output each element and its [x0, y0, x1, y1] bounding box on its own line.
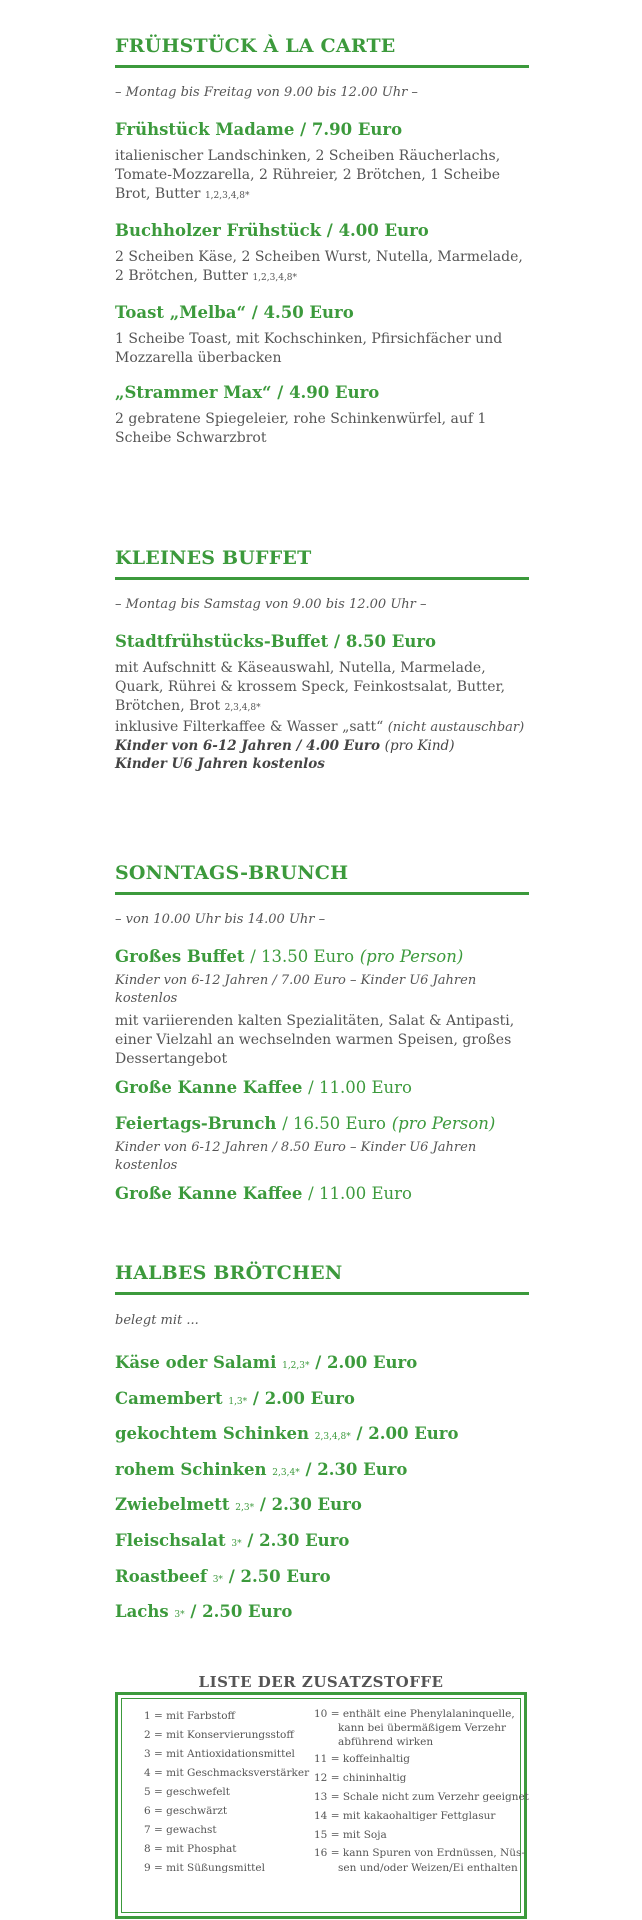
kids-free: Kinder U6 Jahren kostenlos [115, 756, 325, 772]
item-description: 1 Scheibe Toast, mit Kochschinken, Pfirsichfächer und Mozzarella überbacken [115, 331, 503, 366]
kids-price: Kinder von 6-12 Jahren / 8.50 Euro – Kinder U6 Jahren kostenlos [115, 1140, 477, 1173]
drink-info: inklusive Filterkaffee & Wasser „satt“ (nicht austauschbar) [115, 719, 525, 735]
additive-entry: 11 = koffeinhaltig [314, 1753, 410, 1765]
additive-entry: 13 = Schale nicht zum Verzehr geeignet [314, 1791, 529, 1803]
additive-entry: 16 = kann Spuren von Erdnüssen, Nüs- [314, 1847, 525, 1859]
intro-text: belegt mit ... [115, 1313, 199, 1328]
additive-entry: 9 = mit Süßungsmittel [144, 1862, 265, 1874]
additive-entry: 1 = mit Farbstoff [144, 1710, 235, 1722]
additive-entry: 14 = mit kakaohaltiger Fettglasur [314, 1810, 496, 1822]
section-divider [115, 65, 529, 68]
menu-item [115, 119, 529, 206]
item-title: Buchholzer Frühstück / 4.00 Euro [115, 221, 429, 240]
roll-item: Lachs 3* / 2.50 Euro [115, 1602, 293, 1622]
additives-left-column [144, 1707, 309, 1878]
additive-entry: 12 = chininhaltig [314, 1772, 407, 1784]
section-kleines-buffet [115, 545, 529, 773]
roll-item: Fleischsalat 3* / 2.30 Euro [115, 1530, 350, 1550]
kids-price: Kinder von 6-12 Jahren / 7.00 Euro – Kinder U6 Jahren kostenlos [115, 973, 477, 1006]
additive-entry: 4 = mit Geschmacksverstärker [144, 1767, 310, 1779]
roll-item: gekochtem Schinken 2,3,4,8* / 2.00 Euro [115, 1424, 459, 1444]
item-title: Frühstück Madame / 7.90 Euro [115, 120, 403, 139]
opening-hours: – von 10.00 Uhr bis 14.00 Uhr – [115, 912, 326, 927]
section-title: HALBES BRÖTCHEN [115, 1262, 343, 1284]
section-divider [115, 1292, 529, 1295]
kids-price: Kinder von 6-12 Jahren / 4.00 Euro (pro Kind) [115, 738, 455, 754]
item-title: „Strammer Max“ / 4.90 Euro [115, 383, 380, 402]
additive-entry: 7 = gewachst [144, 1824, 217, 1836]
item-title: Feiertags-Brunch / 16.50 Euro (pro Person) [115, 1114, 496, 1133]
item-description: mit variierenden kalten Spezialitäten, Salat & Antipasti, einer Vielzahl an wechselnden warmen Speisen, großes Dessertangebot [115, 1013, 515, 1067]
additive-entry: 8 = mit Phosphat [144, 1843, 237, 1855]
item-title: Stadtfrühstücks-Buffet / 8.50 Euro [115, 632, 437, 651]
additive-entry: 10 = enthält eine Phenylalaninquelle, [314, 1708, 515, 1720]
additive-entry: 5 = geschwefelt [144, 1786, 230, 1798]
additive-codes: 1,2,3,4,8* [204, 191, 250, 201]
additives-box [115, 1692, 527, 1919]
item-title: Toast „Melba“ / 4.50 Euro [115, 303, 354, 322]
item-title: Großes Buffet / 13.50 Euro (pro Person) [115, 947, 464, 966]
roll-item: Zwiebelmett 2,3* / 2.30 Euro [115, 1495, 362, 1515]
section-title: SONNTAGS-BRUNCH [115, 862, 349, 884]
additive-entry-continued: kann bei übermäßigem Verzehr [338, 1722, 507, 1734]
additive-entry: 3 = mit Antioxidationsmittel [144, 1748, 295, 1760]
item-description: 2 gebratene Spiegeleier, rohe Schinkenwürfel, auf 1 Scheibe Schwarzbrot [115, 411, 487, 446]
item-description: mit Aufschnitt & Käseauswahl, Nutella, Marmelade, Quark, Rührei & krossem Speck, Feinkostsalat, Butter, Brötchen, Brot 2,3,4,8* [115, 660, 506, 714]
item-title: Große Kanne Kaffee / 11.00 Euro [115, 1184, 412, 1203]
section-fruehstueck [115, 33, 529, 448]
roll-list [115, 1347, 529, 1632]
section-divider [115, 892, 529, 895]
menu-item [115, 220, 529, 288]
roll-item: Käse oder Salami 1,2,3* / 2.00 Euro [115, 1353, 418, 1372]
section-sonntags-brunch [115, 860, 529, 1205]
section-title: FRÜHSTÜCK À LA CARTE [115, 35, 396, 57]
opening-hours: – Montag bis Samstag von 9.00 bis 12.00 Uhr – [115, 597, 427, 612]
section-title: KLEINES BUFFET [115, 547, 312, 569]
menu-item [115, 302, 529, 368]
additives-inner-frame [121, 1698, 529, 1913]
additive-entry: 15 = mit Soja [314, 1829, 387, 1841]
additive-entry-continued: abführend wirken [338, 1736, 434, 1748]
additive-entry: 6 = geschwärzt [144, 1805, 228, 1817]
roll-item: rohem Schinken 2,3,4* / 2.30 Euro [115, 1459, 408, 1479]
additive-entry: 2 = mit Konservierungsstoff [144, 1729, 294, 1741]
additive-codes: 1,2,3,4,8* [252, 273, 298, 283]
roll-item: Roastbeef 3* / 2.50 Euro [115, 1566, 331, 1586]
additive-codes: 2,3,4,8* [224, 703, 261, 713]
item-description: italienischer Landschinken, 2 Scheiben Räucherlachs, Tomate-Mozzarella, 2 Rühreier, 2 Brötchen, 1 Scheibe Brot, Butter 1,2,3,4,8* [115, 148, 501, 202]
section-divider [115, 577, 529, 580]
additive-entry-continued: sen und/oder Weizen/Ei enthalten [338, 1862, 518, 1874]
menu-item [115, 382, 529, 448]
opening-hours: – Montag bis Freitag von 9.00 bis 12.00 Uhr – [115, 85, 418, 100]
item-title: Große Kanne Kaffee / 11.00 Euro [115, 1078, 412, 1097]
additives-right-column [314, 1707, 529, 1875]
item-description: 2 Scheiben Käse, 2 Scheiben Wurst, Nutella, Marmelade, 2 Brötchen, Butter 1,2,3,4,8* [115, 249, 523, 284]
roll-item: Camembert 1,3* / 2.00 Euro [115, 1388, 355, 1408]
section-halbes-broetchen [115, 1260, 529, 1632]
additives-title: LISTE DER ZUSATZSTOFFE [198, 1673, 444, 1691]
